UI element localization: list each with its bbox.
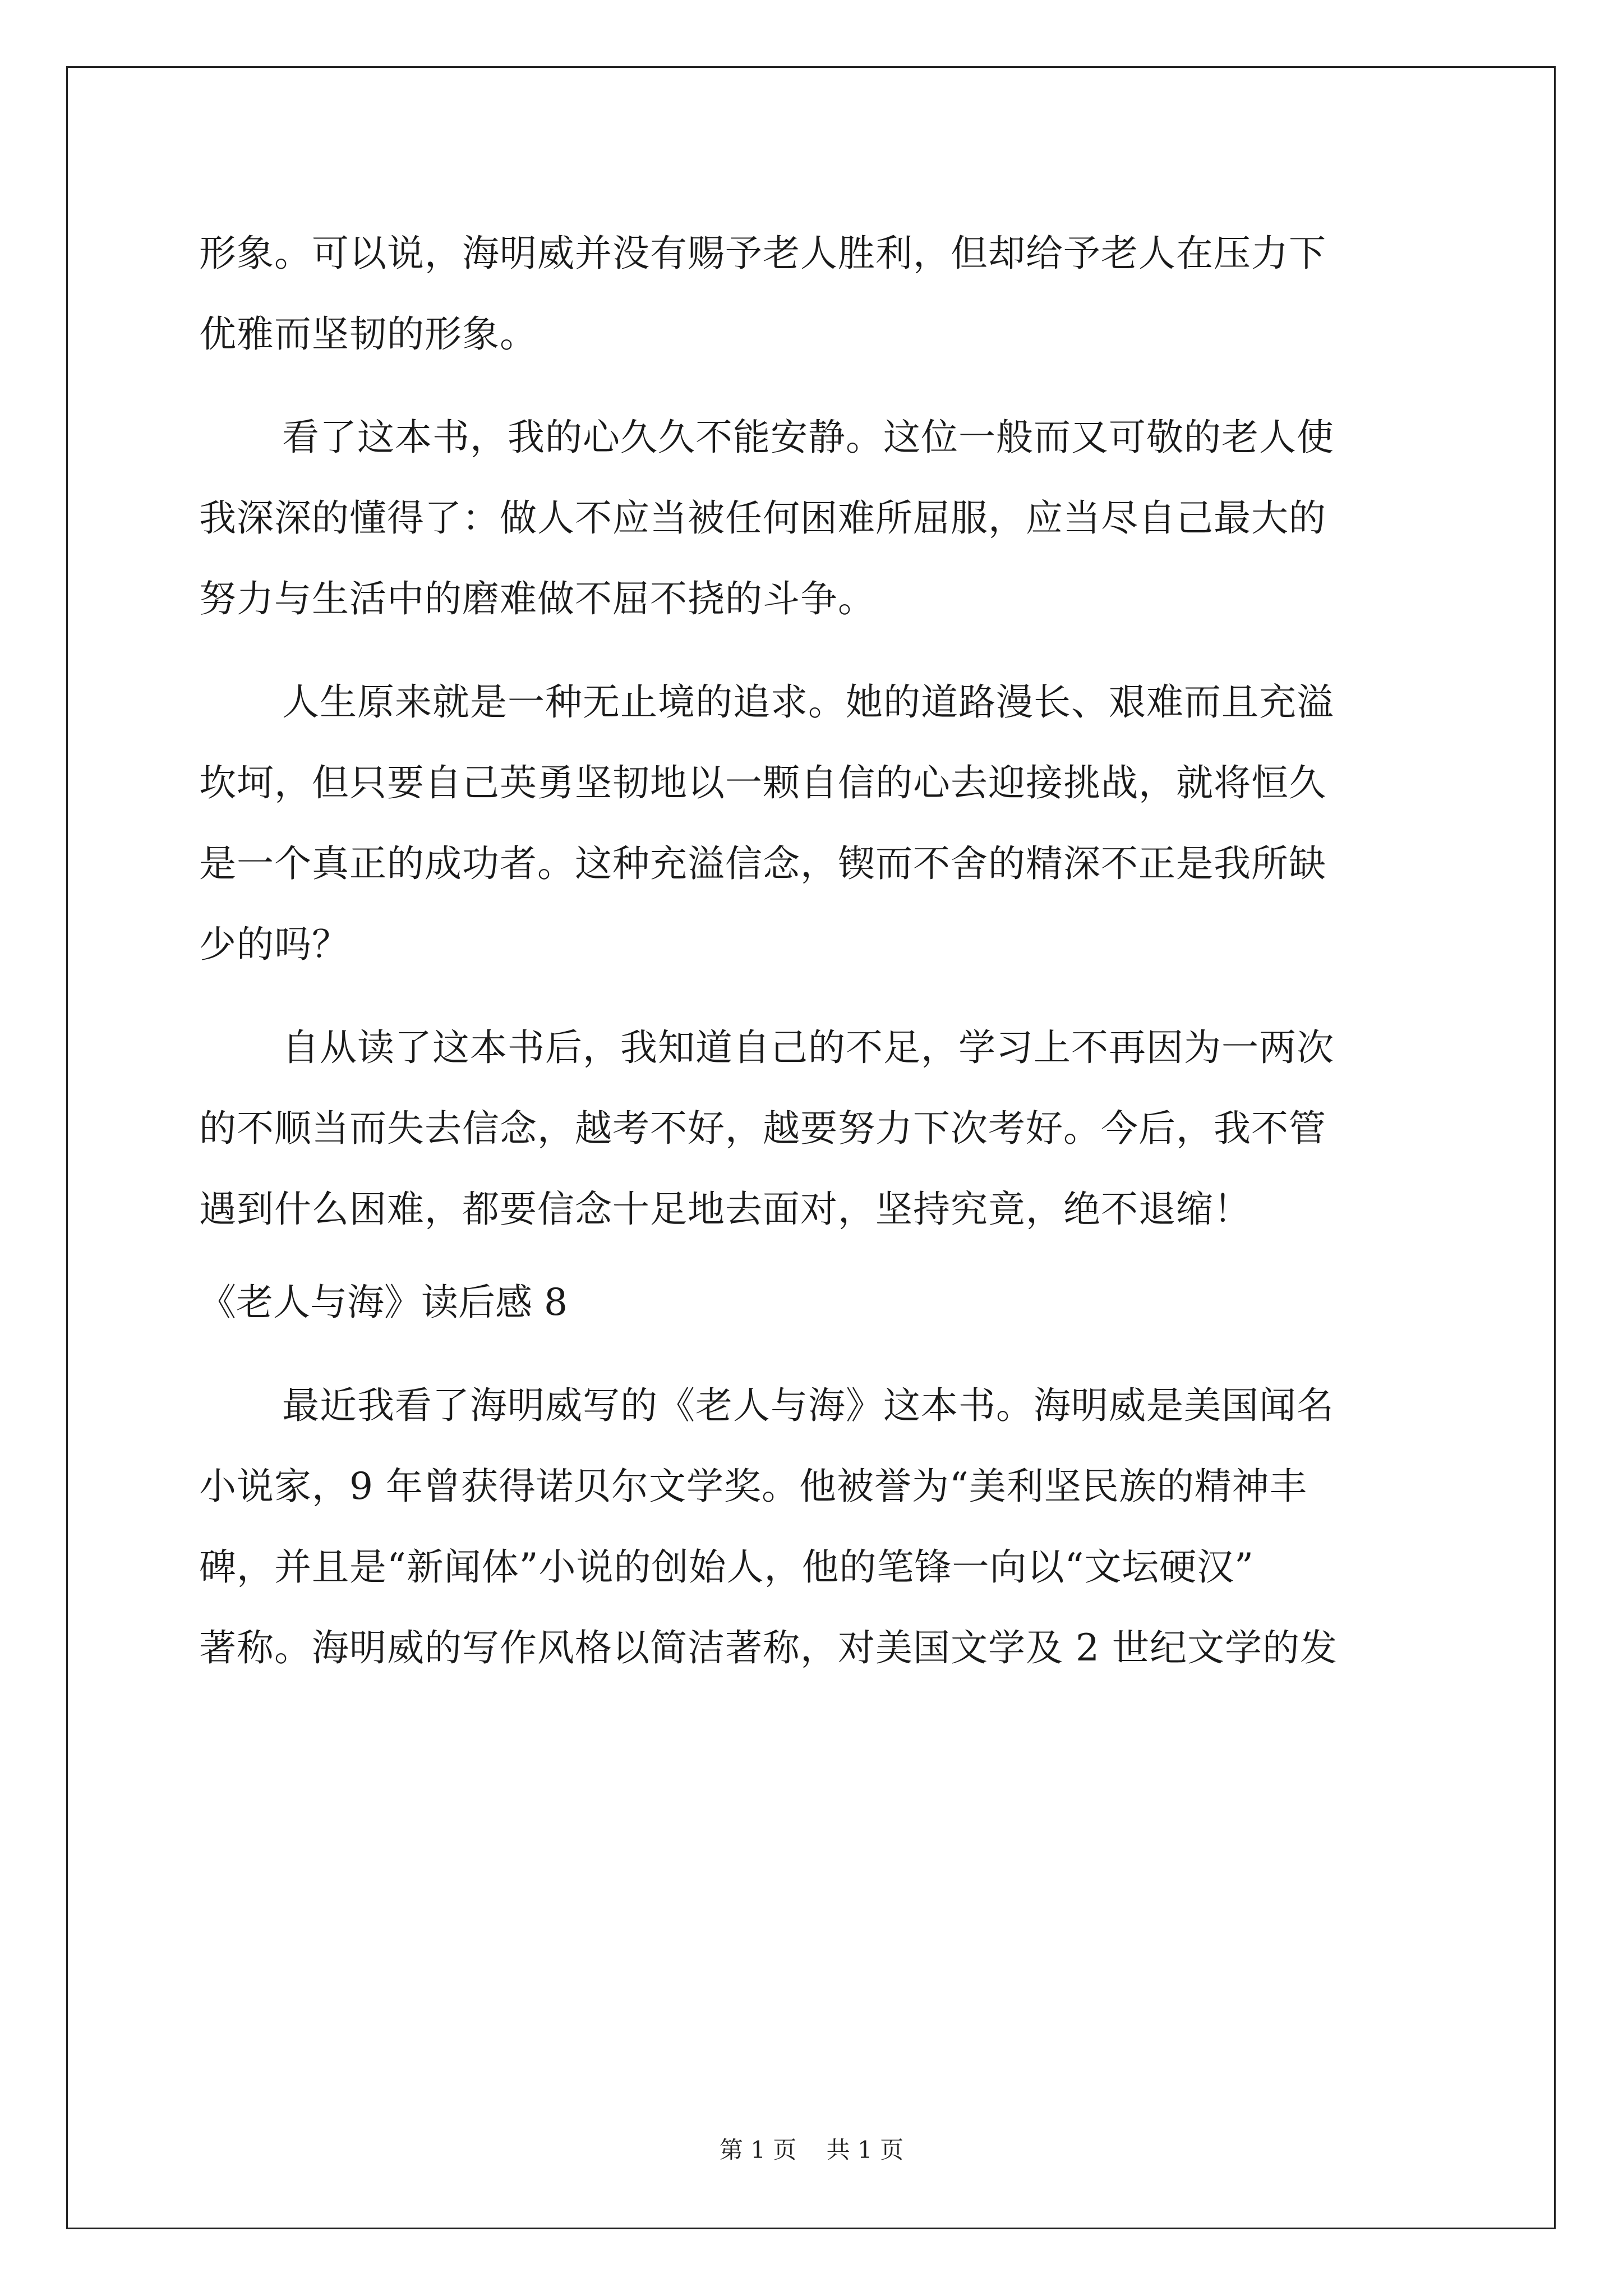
text-line: 最近我看了海明威写的《老人与海》这本书。海明威是美国闻名 [282, 1384, 1334, 1427]
page-footer [0, 2132, 1623, 2165]
paragraph [199, 1007, 1427, 1250]
paragraph [199, 397, 1427, 639]
paragraph [199, 1365, 1427, 1688]
text-line: 碑，并且是“新闻体”小说的创始人，他的笔锋一向以“文坛硬汉” [199, 1545, 1254, 1589]
text-line: 小说家，9 年曾获得诺贝尔文学奖。他被誉为“美利坚民族的精神丰 [199, 1465, 1307, 1508]
text-line: 人生原来就是一种无止境的追求。她的道路漫长、艰难而且充溢 [282, 680, 1334, 724]
text-line: 遇到什么困难，都要信念十足地去面对，坚持究竟，绝不退缩！ [199, 1188, 1251, 1231]
text-line: 我深深的懂得了：做人不应当被任何困难所屈服，应当尽自己最大的 [199, 496, 1326, 540]
text-line: 自从读了这本书后，我知道自己的不足，学习上不再因为一两次 [282, 1026, 1334, 1069]
text-line: 著称。海明威的写作风格以简洁著称，对美国文学及 2 世纪文学的发 [199, 1626, 1338, 1669]
document-body [199, 213, 1427, 1688]
paragraph [199, 213, 1427, 375]
page-number: 第 1 页 [719, 2136, 797, 2164]
paragraph [199, 662, 1427, 985]
text-line: 看了这本书，我的心久久不能安静。这位一般而又可敬的老人使 [282, 416, 1334, 459]
text-line: 优雅而坚韧的形象。 [199, 312, 537, 356]
text-line: 坎坷，但只要自己英勇坚韧地以一颗自信的心去迎接挑战，就将恒久 [199, 761, 1326, 804]
page-total: 共 1 页 [826, 2136, 904, 2164]
text-line: 努力与生活中的磨难做不屈不挠的斗争。 [199, 577, 875, 620]
text-line: 少的吗？ [199, 923, 349, 966]
section-heading: 《老人与海》读后感 8 [199, 1281, 568, 1324]
text-line: 的不顺当而失去信念，越考不好，越要努力下次考好。今后，我不管 [199, 1107, 1326, 1150]
text-line: 形象。可以说，海明威并没有赐予老人胜利，但却给予老人在压力下 [199, 232, 1326, 275]
text-line: 是一个真正的成功者。这种充溢信念，锲而不舍的精深不正是我所缺 [199, 842, 1326, 885]
